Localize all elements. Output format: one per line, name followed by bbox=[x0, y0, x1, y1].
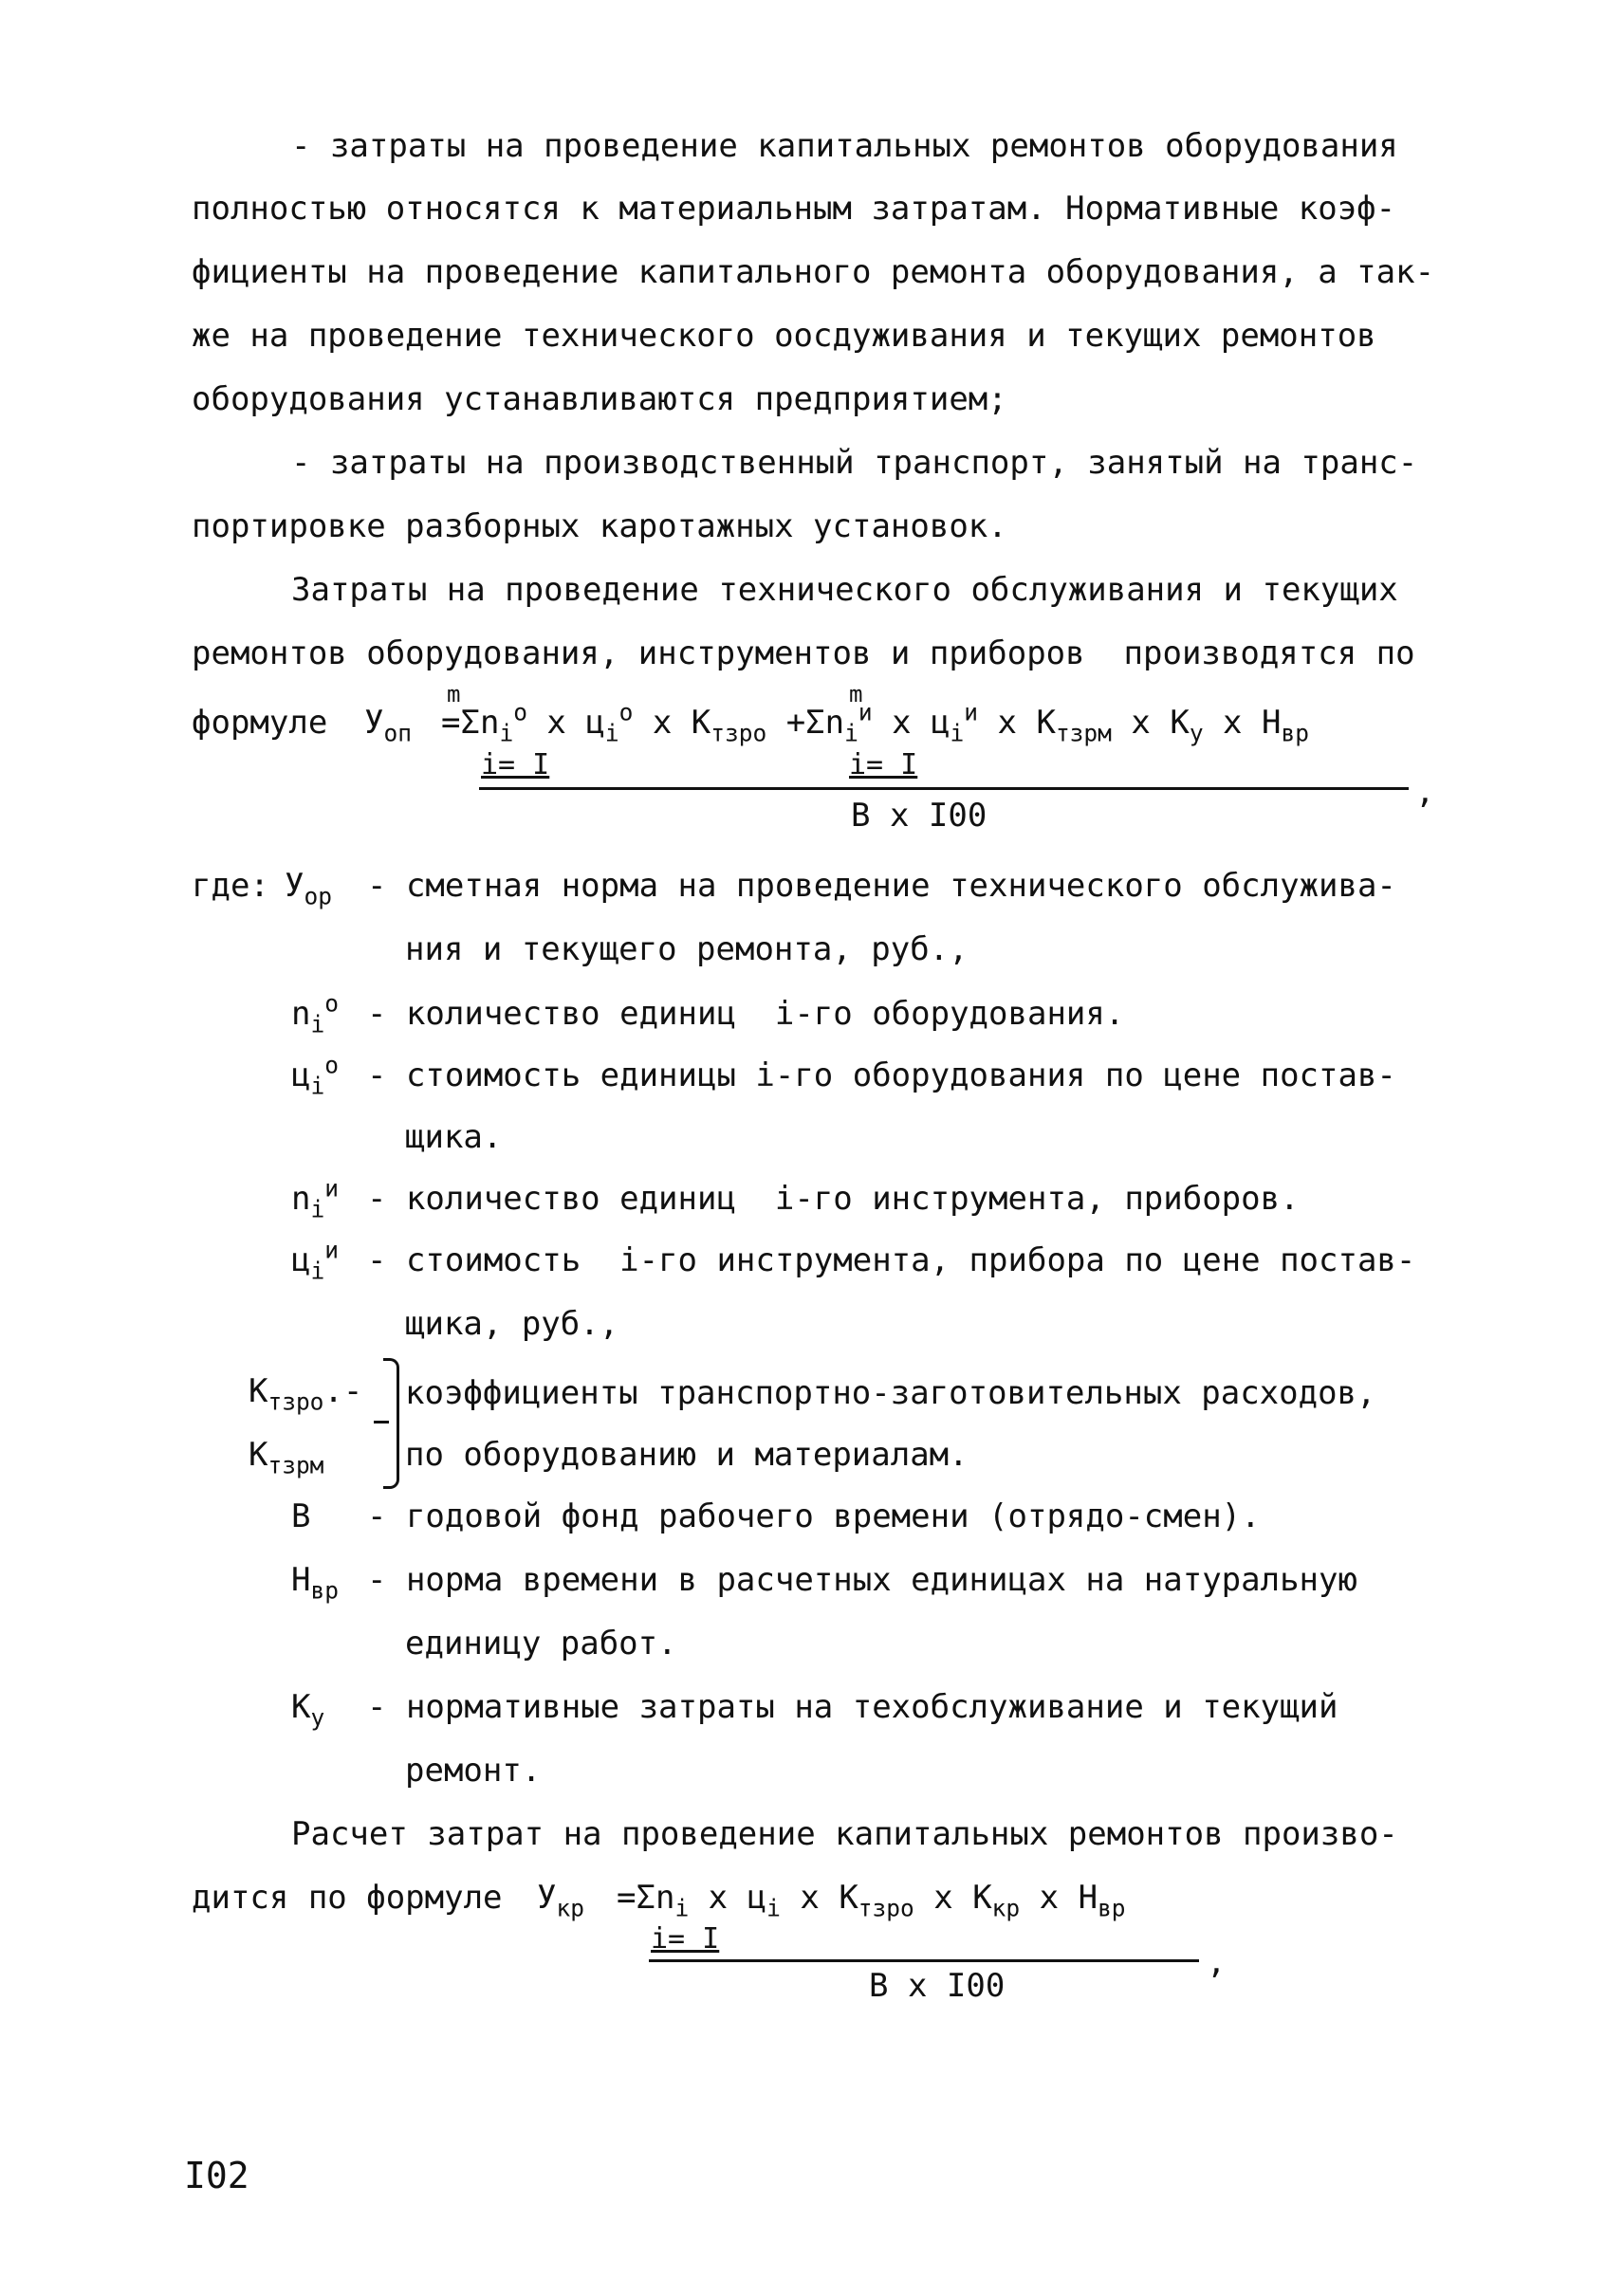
brace-bracket-tick bbox=[374, 1421, 389, 1424]
formula-denominator: В x I00 bbox=[869, 1967, 1006, 2005]
legend-description: - стоимость i-го инструмента, прибора по цене постав- bbox=[367, 1241, 1416, 1279]
legend-description: - количество единиц i-го инструмента, приборов. bbox=[367, 1180, 1300, 1218]
legend-description: - годовой фонд рабочего времени (отрядо-смен). bbox=[367, 1497, 1261, 1535]
paragraph-line: - затраты на производственный транспорт, занятый на транс- bbox=[291, 444, 1418, 482]
legend-description: ния и текущего ремонта, руб., bbox=[405, 930, 969, 968]
legend-description: коэффициенты транспортно-заготовительных расходов, bbox=[405, 1374, 1376, 1412]
legend-symbol: $У_{ор}$ bbox=[285, 867, 332, 910]
legend-symbol: $К_{тзрм}$ bbox=[249, 1436, 324, 1479]
paragraph-line: оборудования устанавливаются предприятием; bbox=[192, 380, 1007, 418]
formula-lhs: $У_{оп}$ bbox=[364, 704, 412, 747]
legend-description: - количество единиц i-го оборудования. bbox=[367, 995, 1125, 1033]
legend-symbol: $К_{тзро}.-$ bbox=[249, 1372, 363, 1416]
legend-symbol: $Н_{вр}$ bbox=[291, 1561, 339, 1605]
legend-description: - сметная норма на проведение технического обслужива- bbox=[367, 867, 1396, 905]
legend-symbol: $ц_i^о$ bbox=[291, 1051, 339, 1100]
paragraph-line: же на проведение технического оосдуживания и текущих ремонтов bbox=[192, 317, 1376, 355]
paragraph-line: полностью относятся к материальным затратам. Нормативные коэф- bbox=[192, 190, 1396, 228]
formula-lead-text: формуле bbox=[192, 704, 328, 742]
legend-symbol: $n_i^и$ bbox=[291, 1174, 339, 1223]
paragraph-line: - затраты на проведение капитальных ремонтов оборудования bbox=[291, 127, 1398, 165]
sum-lower-limit: i= I bbox=[481, 748, 550, 781]
legend-description: ремонт. bbox=[405, 1752, 542, 1790]
legend-description: единицу работ. bbox=[405, 1625, 677, 1662]
sum-lower-limit: i= I bbox=[651, 1922, 720, 1956]
sum-lower-limit: i= I bbox=[849, 748, 918, 781]
legend-description: по оборудованию и материалам. bbox=[405, 1436, 969, 1474]
formula-numerator: $=\Sigma n_i$ x $ц_i$ x $К_{тзро}$ x $К_{кр}$ x $Н_{вр}$ bbox=[617, 1879, 1126, 1922]
formula-trailing-comma: , bbox=[1415, 773, 1435, 811]
formula-lhs: $У_{кр}$ bbox=[537, 1879, 584, 1922]
paragraph-line: портировке разборных каротажных установок. bbox=[192, 507, 1007, 545]
legend-symbol: $n_i^о$ bbox=[291, 989, 339, 1038]
formula-trailing-comma: , bbox=[1207, 1943, 1227, 1981]
paragraph-line: Затраты на проведение технического обслуживания и текущих bbox=[291, 571, 1398, 609]
sum-upper-limit: m bbox=[849, 681, 863, 707]
legend-where-label: где: bbox=[192, 867, 269, 905]
page-number: I02 bbox=[184, 2155, 249, 2196]
formula-lead-text: дится по формуле bbox=[192, 1879, 503, 1917]
legend-description: - нормативные затраты на техобслуживание и текущий bbox=[367, 1688, 1338, 1726]
brace-bracket bbox=[383, 1358, 399, 1489]
paragraph-line: фициенты на проведение капитального ремонта оборудования, а так- bbox=[192, 253, 1435, 291]
formula-denominator: В x I00 bbox=[851, 797, 987, 835]
legend-description: щика, руб., bbox=[405, 1305, 619, 1343]
legend-symbol: В bbox=[291, 1497, 311, 1535]
fraction-bar bbox=[479, 787, 1409, 790]
legend-symbol: $К_у$ bbox=[291, 1688, 325, 1732]
sum-upper-limit: m bbox=[447, 681, 461, 707]
legend-description: - стоимость единицы i-го оборудования по цене постав- bbox=[367, 1056, 1396, 1094]
fraction-bar bbox=[649, 1959, 1199, 1962]
paragraph-line: ремонтов оборудования, инструментов и приборов производятся по bbox=[192, 634, 1415, 672]
paragraph-line: Расчет затрат на проведение капитальных ремонтов произво- bbox=[291, 1815, 1398, 1853]
legend-description: щика. bbox=[405, 1118, 503, 1156]
legend-description: - норма времени в расчетных единицах на натуральную bbox=[367, 1561, 1357, 1599]
formula-numerator: $=\Sigma n_i^о$ x $ц_i^о$ x $К_{тзро} +\Sigma n_i^и$ x $ц_i^и$ x $К_{тзрм}$ x $К_у$ x $Н_{вр}$ bbox=[441, 698, 1309, 747]
legend-symbol: $ц_i^и$ bbox=[291, 1236, 339, 1285]
